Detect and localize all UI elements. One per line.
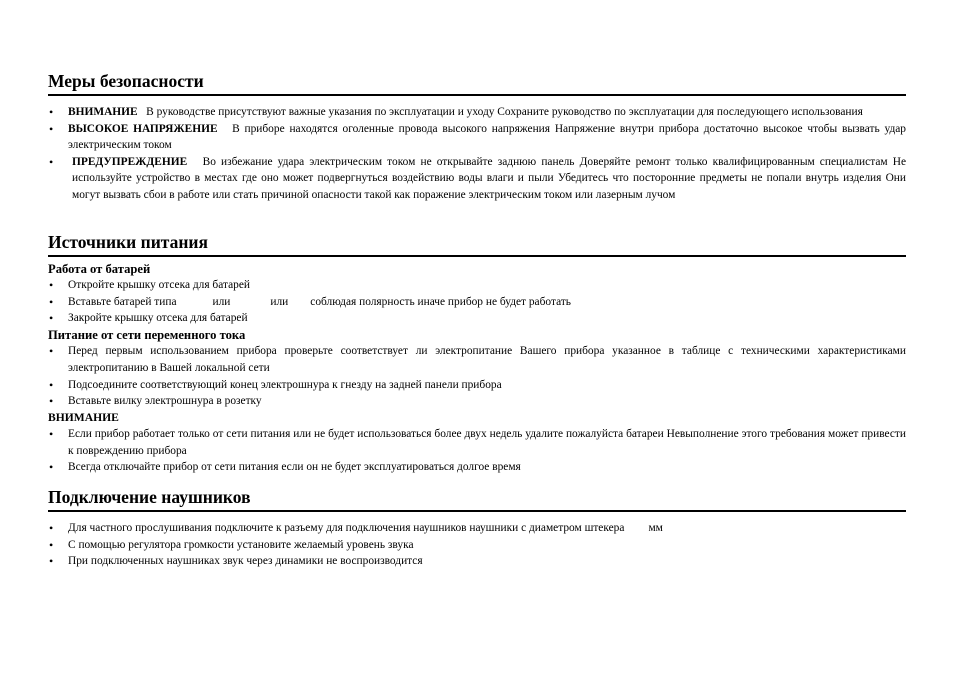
list-item bbox=[48, 121, 906, 154]
list-item bbox=[48, 294, 906, 311]
section-title-safety: Меры безопасности bbox=[48, 70, 906, 96]
subheading-battery: Работа от батарей bbox=[48, 261, 151, 276]
subheading-mains: Питание от сети переменного тока bbox=[48, 327, 246, 342]
list-item: • При подключенных наушниках звук через динамики не воспроизводится bbox=[48, 553, 906, 570]
manual-page bbox=[48, 70, 906, 570]
item-text: или bbox=[212, 295, 231, 308]
warning-list bbox=[48, 426, 906, 476]
item-label: ПРЕДУПРЕЖДЕНИЕ bbox=[72, 155, 188, 168]
list-item: • Закройте крышку отсека для батарей bbox=[48, 310, 906, 327]
list-item bbox=[48, 104, 906, 121]
section-title-headphones: Подключение наушников bbox=[48, 486, 906, 512]
item-text: или bbox=[270, 295, 289, 308]
list-item: • Подсоедините соответствующий конец электрошнура к гнезду на задней панели прибора bbox=[48, 377, 906, 394]
list-item bbox=[48, 520, 906, 537]
list-item: • Если прибор работает только от сети питания или не будет использоваться более двух недель удалите пожалуйста батареи Невыполнение этого требования может привести к повреждению прибора bbox=[48, 426, 906, 459]
item-text: мм bbox=[648, 522, 663, 534]
section-title-power: Источники питания bbox=[48, 231, 906, 257]
list-item: • С помощью регулятора громкости установите желаемый уровень звука bbox=[48, 537, 906, 554]
list-item bbox=[48, 154, 906, 204]
safety-list bbox=[48, 104, 906, 204]
mains-list bbox=[48, 343, 906, 409]
list-item: • Откройте крышку отсека для батарей bbox=[48, 277, 906, 294]
item-text: В приборе находятся оголенные провода высокого напряжения Напряжение внутри прибора достаточно высокое чтобы вызвать удар электрическим током bbox=[68, 122, 906, 152]
item-text: соблюдая полярность иначе прибор не будет работать bbox=[310, 295, 572, 308]
battery-list bbox=[48, 277, 906, 327]
subheading-warning: ВНИМАНИЕ bbox=[48, 410, 119, 424]
list-item: • Всегда отключайте прибор от сети питания если он не будет эксплуатироваться долгое время bbox=[48, 459, 906, 476]
item-text: Во избежание удара электрическим током не открывайте заднюю панель Доверяйте ремонт только квалифицированным специалистам Не используйте устройство в местах где оно может подвергнуться воздействию воды влаги и пыли Убедитесь что посторонние предметы не попали внутрь изделия Они могут вызвать сбои в работе или стать причиной опасности такой как поражение электрическим током или лазерным лучом bbox=[72, 155, 907, 201]
list-item: • Перед первым использованием прибора проверьте соответствует ли электропитание Вашего прибора указанное в таблице с техническими характеристиками электропитанию в Вашей локальной сети bbox=[48, 343, 906, 376]
item-text: Вставьте батарей типа bbox=[68, 295, 177, 308]
list-item: • Вставьте вилку электрошнура в розетку bbox=[48, 393, 906, 410]
item-label: ВЫСОКОЕ НАПРЯЖЕНИЕ bbox=[68, 122, 218, 135]
item-label: ВНИМАНИЕ bbox=[68, 106, 138, 118]
item-text: Для частного прослушивания подключите к разъему для подключения наушников наушники с диаметром штекера bbox=[68, 522, 625, 534]
item-text: В руководстве присутствуют важные указания по эксплуатации и уходу Сохраните руководство по эксплуатации для последующего использования bbox=[146, 106, 863, 118]
headphones-list bbox=[48, 520, 906, 570]
